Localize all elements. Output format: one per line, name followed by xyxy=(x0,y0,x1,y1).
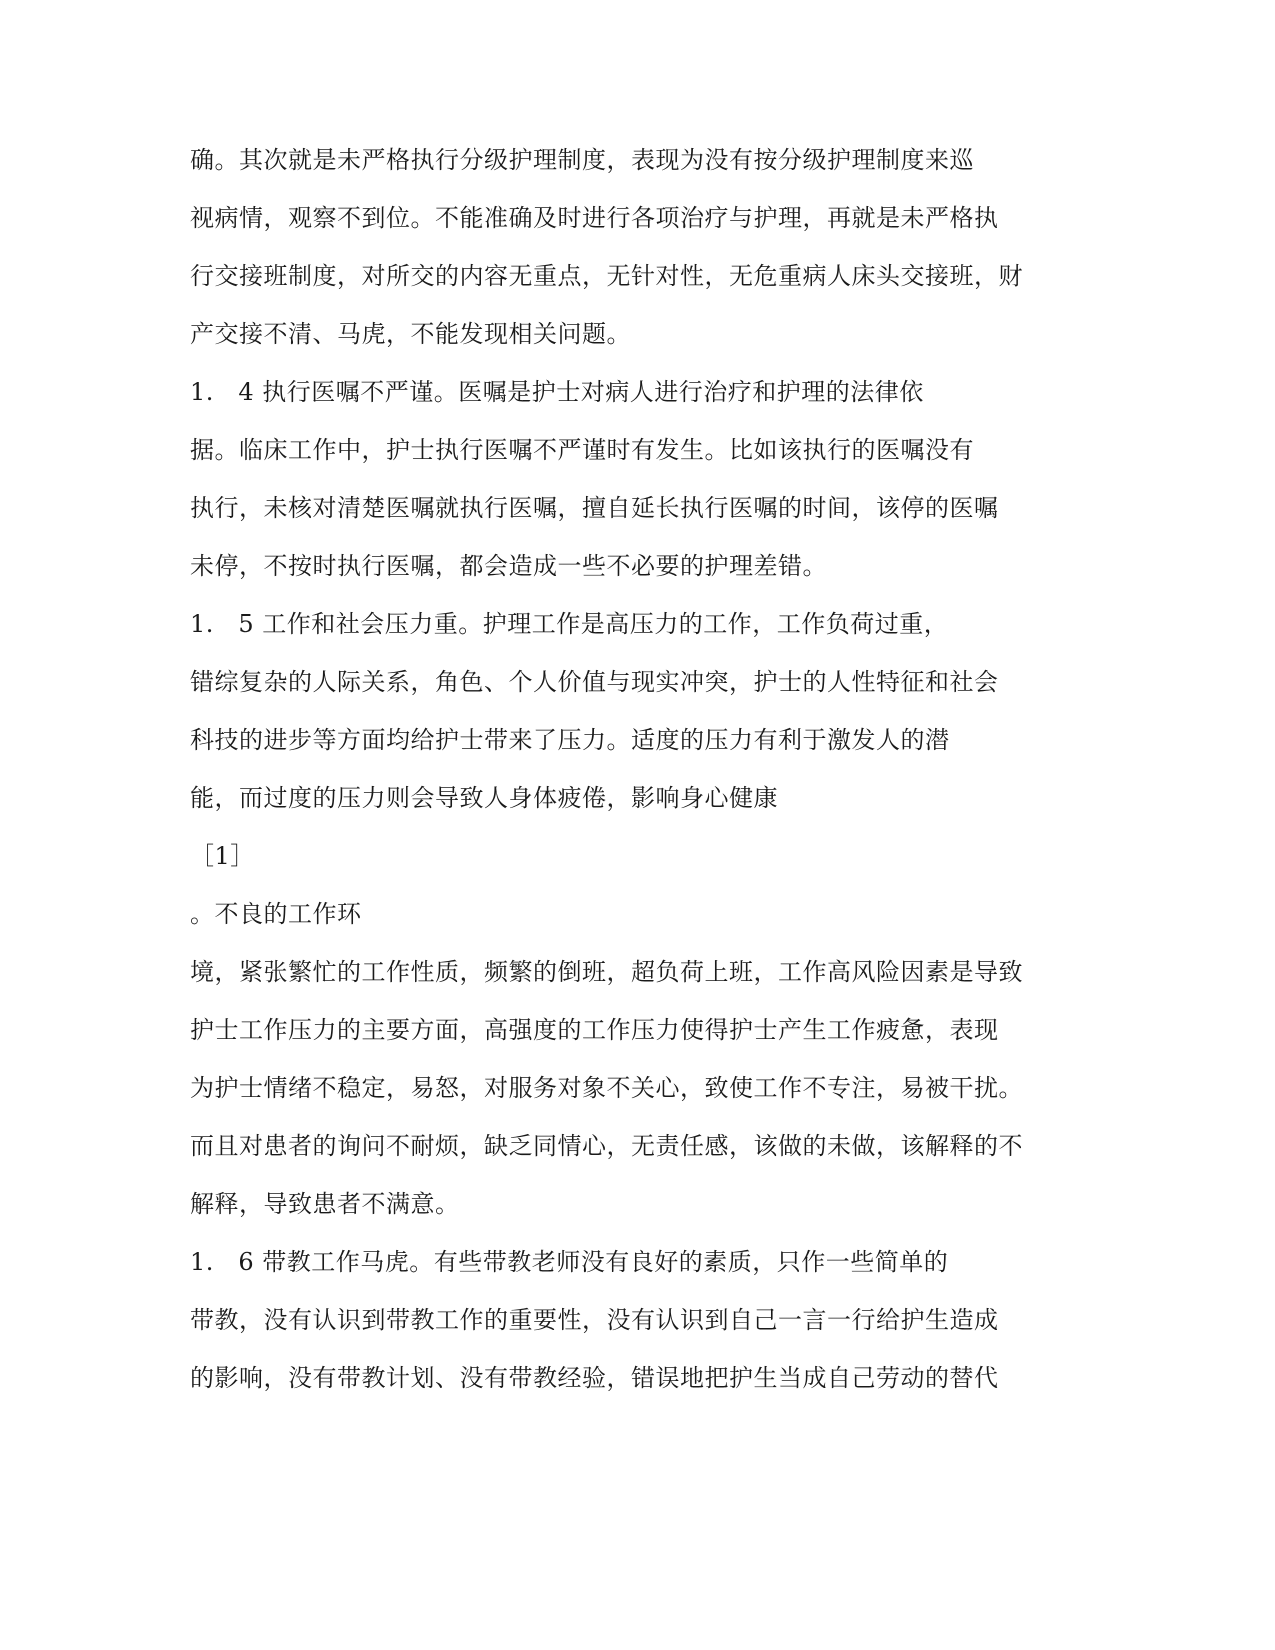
text-line: 护士工作压力的主要方面，高强度的工作压力使得护士产生工作疲惫，表现 xyxy=(190,1016,999,1044)
text-line: 解释，导致患者不满意。 xyxy=(190,1190,460,1218)
text-line: 产交接不清、马虎，不能发现相关问题。 xyxy=(190,320,631,348)
text-line: 能，而过度的压力则会导致人身体疲倦，影响身心健康 xyxy=(190,784,778,812)
text-line: 视病情，观察不到位。不能准确及时进行各项治疗与护理，再就是未严格执 xyxy=(190,204,999,232)
text-line: 境，紧张繁忙的工作性质，频繁的倒班，超负荷上班，工作高风险因素是导致 xyxy=(190,958,1023,986)
text-line: 执行，未核对清楚医嘱就执行医嘱，擅自延长执行医嘱的时间，该停的医嘱 xyxy=(190,494,999,522)
text-line: 的影响，没有带教计划、没有带教经验，错误地把护生当成自己劳动的替代 xyxy=(190,1364,999,1392)
text-line: 错综复杂的人际关系，角色、个人价值与现实冲突，护士的人性特征和社会 xyxy=(190,668,999,696)
citation-reference: ［1］ xyxy=(190,842,255,870)
text-line: 行交接班制度，对所交的内容无重点，无针对性，无危重病人床头交接班，财 xyxy=(190,262,1023,290)
section-heading-1-6: 1. 6 带教工作马虎。有些带教老师没有良好的素质，只作一些简单的 xyxy=(190,1248,949,1276)
text-line: 确。其次就是未严格执行分级护理制度，表现为没有按分级护理制度来巡 xyxy=(190,146,974,174)
text-line: 带教，没有认识到带教工作的重要性，没有认识到自己一言一行给护生造成 xyxy=(190,1306,999,1334)
text-line: 科技的进步等方面均给护士带来了压力。适度的压力有利于激发人的潜 xyxy=(190,726,950,754)
section-heading-1-4: 1. 4 执行医嘱不严谨。医嘱是护士对病人进行治疗和护理的法律依 xyxy=(190,378,924,406)
text-line: 而且对患者的询问不耐烦，缺乏同情心，无责任感，该做的未做，该解释的不 xyxy=(190,1132,1023,1160)
text-line: 未停，不按时执行医嘱，都会造成一些不必要的护理差错。 xyxy=(190,552,827,580)
text-line: 据。临床工作中，护士执行医嘱不严谨时有发生。比如该执行的医嘱没有 xyxy=(190,436,974,464)
section-heading-1-5: 1. 5 工作和社会压力重。护理工作是高压力的工作，工作负荷过重， xyxy=(190,610,949,638)
text-line: 。不良的工作环 xyxy=(190,900,362,928)
text-line: 为护士情绪不稳定，易怒，对服务对象不关心，致使工作不专注，易被干扰。 xyxy=(190,1074,1023,1102)
